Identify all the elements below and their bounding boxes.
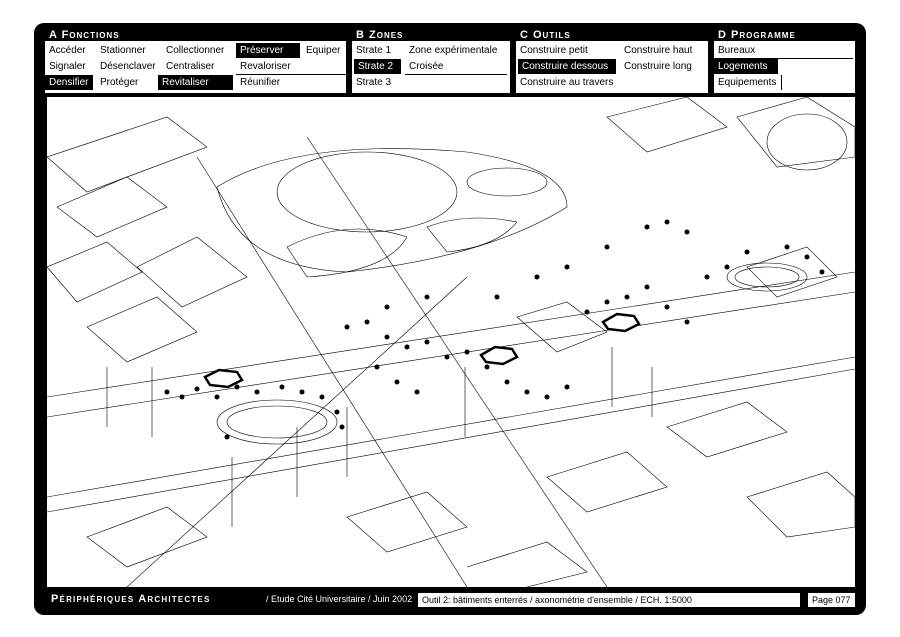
axonometric-map xyxy=(47,97,855,587)
fonction-collectionner[interactable]: Collectionner xyxy=(166,45,225,56)
panel-fonctions xyxy=(45,30,346,93)
fonction-stationner[interactable]: Stationner xyxy=(100,45,146,56)
panel-zones xyxy=(352,30,510,93)
fonction-acceder[interactable]: Accéder xyxy=(49,45,86,56)
fonction-proteger[interactable]: Protéger xyxy=(100,77,139,88)
zone-experimentale[interactable]: Zone expérimentale xyxy=(409,45,498,56)
fonction-preserver[interactable]: Préserver xyxy=(236,43,298,58)
programme-logements[interactable]: Logements xyxy=(714,59,778,74)
programme-equipements[interactable]: Equipements xyxy=(714,75,782,90)
zone-strate-2[interactable]: Strate 2 xyxy=(354,59,401,74)
panel-outils xyxy=(516,30,708,93)
fonction-desenclaver[interactable]: Désenclaver xyxy=(100,61,156,72)
section-b-title: B Zones xyxy=(352,29,510,41)
footer xyxy=(47,592,855,608)
outil-construire-haut[interactable]: Construire haut xyxy=(624,45,693,56)
outil-construire-au-travers[interactable]: Construire au travers xyxy=(520,77,614,88)
fonction-reunifier[interactable]: Réunifier xyxy=(240,77,281,88)
section-d-title: D Programme xyxy=(714,29,855,41)
footer-brand: Périphériques Architectes xyxy=(51,593,211,605)
panel-programme xyxy=(714,30,855,93)
programme-bureaux[interactable]: Bureaux xyxy=(714,43,853,59)
outil-construire-petit[interactable]: Construire petit xyxy=(520,45,588,56)
section-c-title: C Outils xyxy=(516,29,708,41)
fonction-centraliser[interactable]: Centraliser xyxy=(166,61,215,72)
outil-construire-dessous[interactable]: Construire dessous xyxy=(518,59,616,74)
fonction-revaloriser[interactable]: Revaloriser xyxy=(236,59,346,75)
zone-croisee[interactable]: Croisée xyxy=(405,59,507,75)
zone-strate-1[interactable]: Strate 1 xyxy=(356,45,392,56)
fonction-densifier[interactable]: Densifier xyxy=(45,75,93,90)
footer-page-number: Page 077 xyxy=(808,593,855,607)
outil-construire-long[interactable]: Construire long xyxy=(624,61,692,72)
footer-subtitle: / Etude Cité Universitaire / Juin 2002 xyxy=(266,594,413,604)
section-a-title: A Fonctions xyxy=(45,29,346,41)
fonction-equiper[interactable]: Equiper xyxy=(298,43,350,58)
axonometric-map-drawing xyxy=(47,97,855,587)
zone-strate-3[interactable]: Strate 3 xyxy=(356,77,392,88)
fonction-signaler[interactable]: Signaler xyxy=(49,61,86,72)
footer-caption: Outil 2: bâtiments enterrés / axonométrie d'ensemble / ECH. 1:5000 xyxy=(418,593,800,607)
fonction-revitaliser[interactable]: Revitaliser xyxy=(158,75,233,90)
